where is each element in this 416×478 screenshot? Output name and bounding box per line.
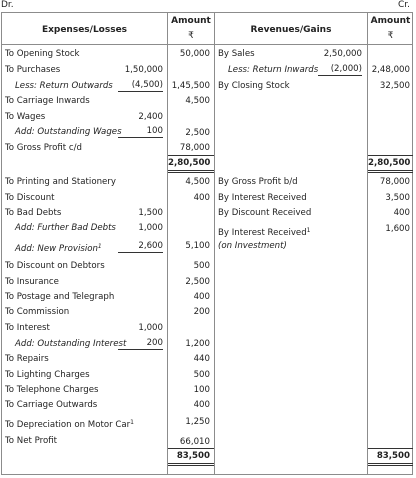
amount: 3,500 (385, 193, 410, 203)
total-rule (368, 172, 413, 173)
row-label: To Interest (5, 323, 50, 333)
total-rule (368, 465, 413, 466)
amount: 50,000 (179, 49, 210, 59)
inner-amount: (2,000) (318, 64, 362, 76)
rupee-symbol-left: ₹ (188, 31, 194, 41)
debit-label: Dr. (1, 0, 14, 10)
header-rule (1, 44, 413, 45)
amount: 66,010 (179, 437, 210, 447)
amount: 2,500 (185, 128, 210, 138)
row-label: To Purchases (5, 65, 61, 75)
amount: 4,500 (185, 177, 210, 187)
row-label: Add: New Provision$^1$ (15, 243, 102, 254)
amount: 500 (193, 370, 210, 380)
row-label: By Gross Profit b/d (218, 177, 298, 187)
row-label: Add: Further Bad Debts (15, 223, 116, 233)
inner-amount: 2,50,000 (323, 49, 362, 59)
row-label: By Sales (218, 49, 255, 59)
pl-total-left: 83,500 (176, 451, 210, 461)
amount: 1,200 (185, 339, 210, 349)
inner-amount: 200 (118, 338, 163, 350)
total-rule (368, 155, 413, 156)
amount: 100 (193, 385, 210, 395)
total-rule (168, 448, 214, 449)
row-note: (on Investment) (218, 241, 287, 251)
row-label: To Opening Stock (5, 49, 80, 59)
amount: 1,600 (385, 224, 410, 234)
rupee-symbol-right: ₹ (387, 31, 394, 41)
inner-amount: 1,500 (138, 208, 163, 218)
expenses-header: Expenses/Losses (41, 25, 128, 35)
amount: 400 (193, 400, 210, 410)
inner-amount: 2,400 (138, 112, 163, 122)
row-label: By Discount Received (218, 208, 312, 218)
pl-total-right: 83,500 (376, 451, 410, 461)
inner-amount: 1,50,000 (124, 65, 163, 75)
row-label: To Carriage Outwards (5, 400, 98, 410)
amount: 400 (193, 193, 210, 203)
total-rule (168, 155, 214, 156)
row-label: By Interest Received (218, 193, 307, 203)
amount: 400 (193, 292, 210, 302)
amount: 78,000 (179, 143, 210, 153)
trading-total-left: 2,80,500 (168, 158, 211, 168)
amount: 5,100 (185, 241, 210, 251)
amount: 78,000 (379, 177, 410, 187)
row-label: Add: Outstanding Wages (15, 127, 122, 137)
amount: 200 (193, 307, 210, 317)
total-rule (368, 463, 413, 464)
amount: 2,500 (185, 277, 210, 287)
row-label: By Closing Stock (218, 81, 290, 91)
total-rule (368, 448, 413, 449)
inner-amount: 1,000 (138, 223, 163, 233)
row-label: To Depreciation on Motor Car$^1$ (5, 419, 134, 430)
revenues-header: Revenues/Gains (250, 25, 332, 35)
amount: 1,250 (185, 417, 210, 427)
row-label: Less: Return Outwards (15, 81, 113, 91)
row-label: To Bad Debts (5, 208, 62, 218)
row-label: To Discount (5, 193, 55, 203)
amount: 4,500 (185, 96, 210, 106)
row-label: To Gross Profit c/d (5, 143, 82, 153)
row-label: To Repairs (5, 354, 49, 364)
inner-amount: (4,500) (118, 80, 163, 92)
row-label: To Printing and Stationery (5, 177, 116, 187)
row-label: By Interest Received$^1$ (218, 227, 311, 238)
row-label: To Postage and Telegraph (5, 292, 115, 302)
amount: 32,500 (379, 81, 410, 91)
total-rule (168, 172, 214, 173)
inner-amount: 1,000 (138, 323, 163, 333)
row-label: To Telephone Charges (5, 385, 99, 395)
trading-total-right: 2,80,500 (368, 158, 411, 168)
row-label: To Net Profit (5, 436, 58, 446)
divider (214, 12, 215, 475)
row-label: To Insurance (5, 277, 59, 287)
total-rule (168, 465, 214, 466)
amount: 1,45,500 (171, 81, 210, 91)
row-label: Less: Return Inwards (228, 65, 319, 75)
total-rule (168, 170, 214, 171)
amount: 400 (393, 208, 410, 218)
row-label: To Carriage Inwards (5, 96, 90, 106)
row-label: To Commission (5, 307, 70, 317)
amount: 440 (193, 354, 210, 364)
total-rule (168, 463, 214, 464)
row-label: To Discount on Debtors (5, 261, 105, 271)
row-label: To Lighting Charges (5, 370, 90, 380)
amount: 500 (193, 261, 210, 271)
total-rule (368, 170, 413, 171)
inner-amount: 2,600 (118, 241, 163, 253)
amount: 2,48,000 (371, 65, 410, 75)
amount-header-right: Amount (370, 16, 411, 26)
inner-amount: 100 (118, 126, 163, 138)
amount-header-left: Amount (171, 16, 211, 26)
credit-label: Cr. (398, 0, 411, 10)
row-label: To Wages (5, 112, 46, 122)
row-label: Add: Outstanding Interest (15, 339, 127, 349)
